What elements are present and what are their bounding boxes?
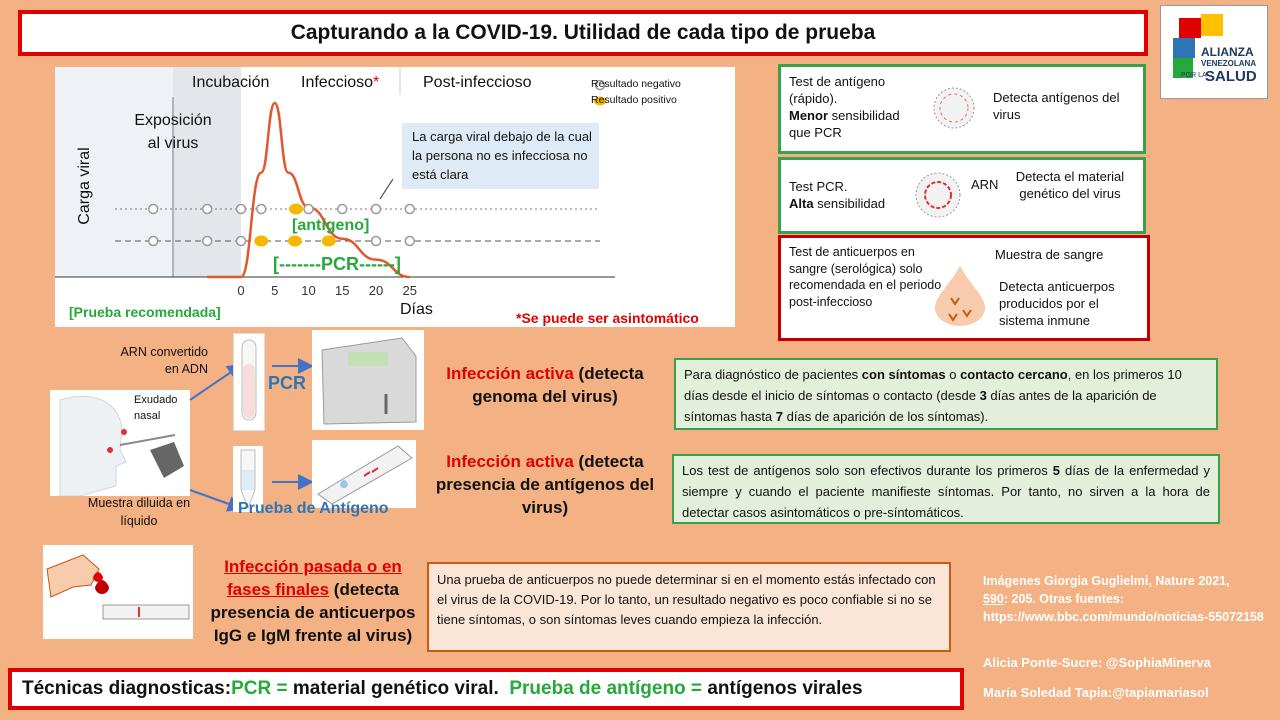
pcr-info-a: Para diagnóstico de pacientes [684,367,862,382]
note-pointer [380,179,393,199]
author-1: Alicia Ponte-Sucre: @SophiaMinerva [983,655,1211,670]
ant-info-b: 5 [1052,463,1061,478]
negative-marker [405,205,414,214]
x-tick-label: 25 [402,283,417,298]
logo-line3: POR LA [1181,72,1207,79]
x-axis-label: Días [400,301,433,318]
negative-marker [203,237,212,246]
pcr-detect: Detecta el material genético del virus [1015,169,1125,201]
active1-rest: (detecta genoma del virus) [472,364,644,406]
pcr-info-i: días de aparición de los síntomas). [783,409,989,424]
pcr-label: PCR [268,373,307,393]
pcr-test-text1: Test PCR. [789,179,848,194]
logo-line2: VENEZOLANA [1201,59,1257,68]
antigen-range-label: [antígeno] [292,217,370,234]
virus-rna-icon [905,162,971,228]
negative-marker [237,205,246,214]
alliance-logo [1160,5,1268,99]
pcr-info-box [674,358,1218,430]
finger-blood-icon [43,545,193,639]
viral-load-chart [55,67,735,327]
negative-marker [405,237,414,246]
pcr-test-bold: Alta [789,196,814,211]
x-tick-label: 0 [237,283,245,298]
credits-line2: : 205. Otras fuentes: https://www.bbc.com/mundo/noticias-55072158 [983,592,1264,624]
pcr-info-d: contacto cercano [960,367,1068,382]
arn-label: ARN [971,177,999,192]
pcr-test-text2: sensibilidad [813,196,886,211]
summary-box [8,668,964,710]
legend-positive: Resultado positivo [591,94,677,106]
antigen-test-bold: Menor [789,108,828,123]
pcr-info-e: , en los primeros 10 días desde el inicio de síntomas o contacto (desde [684,367,1182,403]
positive-marker [288,236,302,247]
recommended-label: [Prueba recomendada] [69,304,221,320]
active-infection-2 [430,450,660,519]
virus-antigen-icon [921,75,987,141]
phase-asterisk: * [373,74,380,91]
x-tick-label: 5 [271,283,279,298]
antibody-info-box: Una prueba de anticuerpos no puede determinar si en el momento estás infectado con el virus de la COVID-19. Por lo tanto, un resultado negativo es poco confiable si no se tiene síntomas, o son síntomas leves cuando empieza la infección. [427,562,951,652]
antigen-test-text1: Test de antígeno (rápido). [789,74,886,106]
logo-line4: SALUD [1205,68,1257,85]
threshold-note: La carga viral debajo de la cual la persona no es infecciosa no está clara [402,123,599,189]
pcr-test-box [778,157,1146,234]
summary-a: Técnicas diagnosticas: [22,678,232,699]
logo-line1: ALIANZA [1201,45,1254,59]
page-title: Capturando a la COVID-19. Utilidad de cada tipo de prueba [18,10,1148,56]
y-axis-label: Carga viral [76,147,93,225]
past-infection [208,555,418,647]
exudado-label: Exudado nasal [134,394,178,422]
antigen-cassette-image [312,440,416,508]
antibody-detect: Detecta anticuerpos producidos por el sistema inmune [999,279,1115,328]
pcr-info-b: con síntomas [861,367,946,382]
diluted-label: Muestra diluida en líquido [87,496,191,528]
active2-rest: (detecta presencia de antígenos del virus) [435,452,655,517]
phase-incubation: Incubación [192,74,270,91]
pcr-info-g: días antes de la aparición de síntomas hasta [684,388,1157,424]
negative-marker [372,205,381,214]
x-tick-label: 10 [301,283,316,298]
pcr-tube-image [233,333,265,431]
ant-info-c: días de la enfermedad y siempre y cuando el paciente manifieste síntomas. Por tanto, no sirven a la hora de detectar casos asintomáticos o pre-síntomáticos. [682,463,1211,520]
positive-marker [254,236,268,247]
past-rest: (detecta presencia de anticuerpos IgG e IgM frente al virus) [210,580,416,645]
legend-negative: Resultado negativo [591,78,681,90]
antibody-test-text: Test de anticuerpos en sangre (serológica) solo recomendada en el periodo post-infeccioso [789,245,942,309]
active1-red: Infección activa [446,364,574,383]
active2-red: Infección activa [446,452,574,471]
finger-prick-image [43,545,193,639]
antibody-test-box [778,235,1150,341]
blood-drop-icon [927,262,993,328]
pcr-info-c: o [945,367,961,382]
x-tick-label: 20 [368,283,384,298]
antigen-test-text2: sensibilidad que PCR [789,108,900,140]
negative-marker [149,205,158,214]
antigen-info-box [672,454,1220,524]
test-cassette-icon [312,440,416,508]
phase-infectious: Infeccioso [301,74,374,91]
credits [983,572,1273,626]
active-infection-1 [430,362,660,408]
summary-e: antígenos virales [707,678,863,699]
x-tick-label: 15 [335,283,350,298]
pcr-info-f: 3 [979,388,987,403]
negative-marker [203,205,212,214]
pcr-range-label: [-------PCR------] [273,254,401,274]
summary-c: material genético viral. [292,678,510,699]
pcr-info-h: 7 [775,409,784,424]
asymptomatic-note: *Se puede ser asintomático [516,310,699,326]
chart-svg [55,67,735,327]
ant-info-a: Los test de antígenos solo son efectivos durante los primeros [682,463,1053,478]
test-tube-icon [234,334,264,430]
positive-marker [322,236,336,247]
blood-sample-label: Muestra de sangre [995,247,1104,262]
arn-convert-label: ARN convertido en ADN [120,345,208,376]
negative-marker [338,205,347,214]
antigen-test-box [778,64,1146,154]
pcr-machine-image [312,330,424,430]
negative-marker [257,205,266,214]
phase-postinfectious: Post-infeccioso [423,74,532,91]
author-2: María Soledad Tapia:@tapiamariasol [983,685,1209,700]
negative-marker [237,237,246,246]
credits-line1: Imágenes Giorgia Guglielmi, Nature 2021, [983,574,1230,588]
credits-ref: 590 [983,592,1004,606]
antigen-detect: Detecta antígenos del virus [993,90,1120,122]
past-red: Infección pasada o en fases finales [224,557,402,599]
summary-d: Prueba de antígeno = [509,678,708,699]
antigen-test-label: Prueba de Antígeno [238,500,389,517]
summary-b: PCR = [231,678,293,699]
negative-marker [304,205,313,214]
negative-marker [372,237,381,246]
pcr-machine-icon [312,330,424,430]
positive-marker [289,204,303,215]
exposure-label: Exposición al virus [134,112,212,152]
negative-marker [149,237,158,246]
